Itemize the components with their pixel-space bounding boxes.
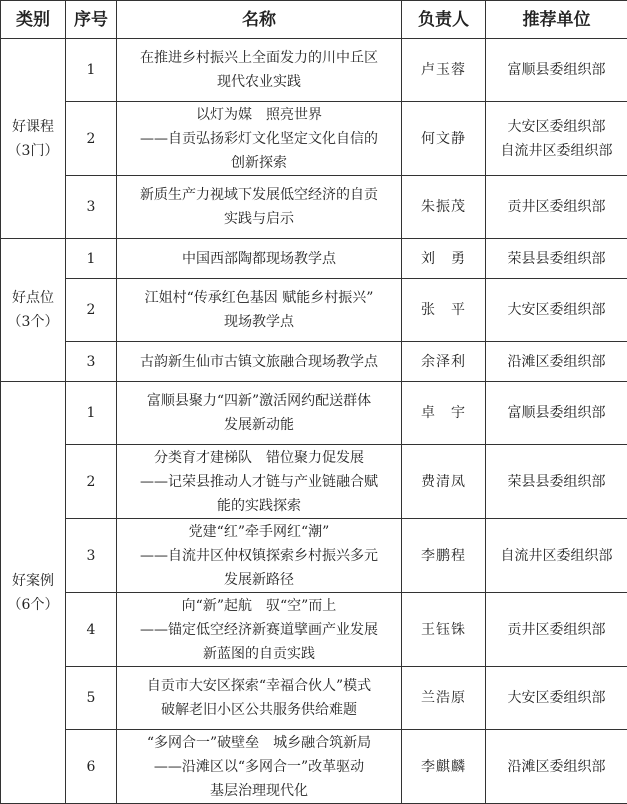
row-number: 6: [66, 730, 117, 804]
row-number: 2: [66, 279, 117, 342]
recommending-unit-cell: [486, 445, 627, 519]
recommending-unit: 富顺县委组织部: [489, 58, 624, 82]
row-number: 1: [66, 39, 117, 102]
row-number: 1: [66, 239, 117, 279]
table-row: [1, 239, 627, 279]
recommending-unit: 贡井区委组织部: [489, 195, 624, 219]
header-number: 序号: [66, 1, 117, 39]
table-row: [1, 39, 627, 102]
row-number: 3: [66, 519, 117, 593]
recommending-unit: 富顺县委组织部: [489, 401, 624, 425]
recommending-unit-cell: [486, 382, 627, 445]
recommending-unit: 大安区委组织部: [489, 115, 624, 139]
item-name-cell: [117, 279, 402, 342]
item-name-line: 在推进乡村振兴上全面发力的川中丘区: [120, 46, 398, 70]
responsible-person: 刘 勇: [402, 239, 486, 279]
responsible-person: 余泽利: [402, 342, 486, 382]
item-name-line: ——记荣县推动人才链与产业链融合赋: [120, 470, 398, 494]
category-cell: [1, 382, 66, 804]
item-name-line: 自贡市大安区探索“幸福合伙人”模式: [120, 674, 398, 698]
category-cell: [1, 239, 66, 382]
responsible-person: 兰浩原: [402, 667, 486, 730]
row-number: 5: [66, 667, 117, 730]
category-cell: [1, 39, 66, 239]
item-name-cell: [117, 382, 402, 445]
table-row: [1, 519, 627, 593]
table-row: [1, 176, 627, 239]
recommending-unit-cell: [486, 593, 627, 667]
recommending-unit: 荣县县委组织部: [489, 470, 624, 494]
item-name-line: ——沿滩区以“多网合一”改革驱动: [120, 755, 398, 779]
responsible-person: 李麒麟: [402, 730, 486, 804]
header-person: 负责人: [402, 1, 486, 39]
item-name-line: 能的实践探索: [120, 494, 398, 518]
category-label: （3门）: [4, 139, 62, 163]
item-name-cell: [117, 342, 402, 382]
recommending-unit: 贡井区委组织部: [489, 618, 624, 642]
recommending-unit-cell: [486, 39, 627, 102]
row-number: 3: [66, 176, 117, 239]
row-number: 3: [66, 342, 117, 382]
category-label: 好点位: [4, 286, 62, 310]
header-category: 类别: [1, 1, 66, 39]
recommending-unit: 沿滩区委组织部: [489, 755, 624, 779]
recommending-unit-cell: [486, 342, 627, 382]
recommending-unit: 荣县县委组织部: [489, 247, 624, 271]
responsible-person: 朱振茂: [402, 176, 486, 239]
item-name-line: 现代农业实践: [120, 70, 398, 94]
item-name-cell: [117, 102, 402, 176]
item-name-line: 向“新”起航 驭“空”而上: [120, 594, 398, 618]
item-name-line: “多网合一”破壁垒 城乡融合筑新局: [120, 731, 398, 755]
item-name-line: 以灯为媒 照亮世界: [120, 103, 398, 127]
item-name-cell: [117, 39, 402, 102]
recommending-unit-cell: [486, 176, 627, 239]
item-name-line: 古韵新生仙市古镇文旅融合现场教学点: [120, 350, 398, 374]
header-row: [1, 1, 627, 39]
item-name-line: ——锚定低空经济新赛道擘画产业发展: [120, 618, 398, 642]
table-row: [1, 667, 627, 730]
item-name-line: 富顺县聚力“四新”激活网约配送群体: [120, 389, 398, 413]
table-body: [1, 39, 627, 804]
recommending-unit: 自流井区委组织部: [489, 544, 624, 568]
table-row: [1, 445, 627, 519]
table-row: [1, 382, 627, 445]
responsible-person: 李鹏程: [402, 519, 486, 593]
recommending-unit: 自流井区委组织部: [489, 139, 624, 163]
item-name-line: 发展新路径: [120, 568, 398, 592]
responsible-person: 张 平: [402, 279, 486, 342]
table-row: [1, 102, 627, 176]
item-name-line: 创新探索: [120, 151, 398, 175]
item-name-line: 新质生产力视域下发展低空经济的自贡: [120, 183, 398, 207]
table-row: [1, 279, 627, 342]
item-name-line: 江姐村“传承红色基因 赋能乡村振兴”: [120, 286, 398, 310]
item-name-cell: [117, 239, 402, 279]
item-name-line: 实践与启示: [120, 207, 398, 231]
item-name-line: 新蓝图的自贡实践: [120, 642, 398, 666]
recommending-unit-cell: [486, 239, 627, 279]
item-name-line: 党建“红”牵手网红“潮”: [120, 520, 398, 544]
recommending-unit: 沿滩区委组织部: [489, 350, 624, 374]
item-name-cell: [117, 593, 402, 667]
item-name-cell: [117, 519, 402, 593]
responsible-person: 卓 宇: [402, 382, 486, 445]
row-number: 4: [66, 593, 117, 667]
header-unit: 推荐单位: [486, 1, 627, 39]
item-name-line: 中国西部陶都现场教学点: [120, 247, 398, 271]
item-name-cell: [117, 667, 402, 730]
recommending-unit-cell: [486, 519, 627, 593]
item-name-line: 发展新动能: [120, 413, 398, 437]
table-row: [1, 730, 627, 804]
category-label: （3个）: [4, 310, 62, 334]
responsible-person: 费清凤: [402, 445, 486, 519]
recommending-unit-cell: [486, 279, 627, 342]
table-row: [1, 342, 627, 382]
item-name-line: 分类育才建梯队 错位聚力促发展: [120, 446, 398, 470]
category-label: 好案例: [4, 569, 62, 593]
item-name-line: 现场教学点: [120, 310, 398, 334]
recommending-unit: 大安区委组织部: [489, 298, 624, 322]
row-number: 1: [66, 382, 117, 445]
row-number: 2: [66, 445, 117, 519]
item-name-cell: [117, 730, 402, 804]
row-number: 2: [66, 102, 117, 176]
item-name-line: 基层治理现代化: [120, 779, 398, 803]
responsible-person: 何文静: [402, 102, 486, 176]
recommending-unit-cell: [486, 730, 627, 804]
item-name-cell: [117, 176, 402, 239]
item-name-line: ——自贡弘扬彩灯文化坚定文化自信的: [120, 127, 398, 151]
recommending-unit: 大安区委组织部: [489, 686, 624, 710]
responsible-person: 卢玉蓉: [402, 39, 486, 102]
header-name: 名称: [117, 1, 402, 39]
recommending-unit-cell: [486, 667, 627, 730]
category-label: 好课程: [4, 115, 62, 139]
item-name-cell: [117, 445, 402, 519]
recommending-unit-cell: [486, 102, 627, 176]
responsible-person: 王钰铢: [402, 593, 486, 667]
table-row: [1, 593, 627, 667]
category-label: （6个）: [4, 593, 62, 617]
item-name-line: ——自流井区仲权镇探索乡村振兴多元: [120, 544, 398, 568]
item-name-line: 破解老旧小区公共服务供给难题: [120, 698, 398, 722]
